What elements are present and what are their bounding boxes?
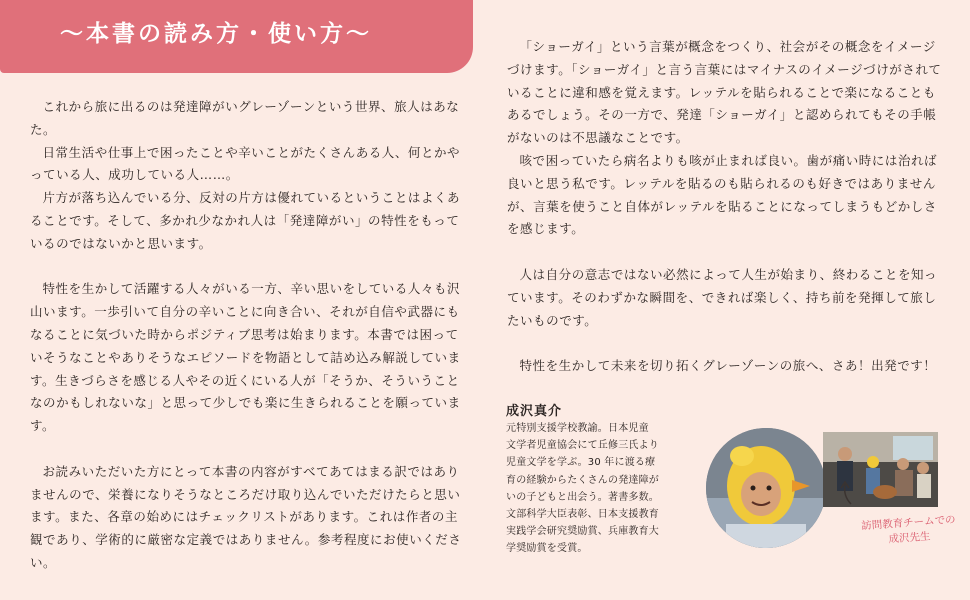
author-name: 成沢真介 <box>506 404 563 419</box>
paragraph: これから旅に出るのは発達障がいグレーゾーンという世界、旅人はあなた。 <box>30 99 460 137</box>
author-bio-line: 児童文学を学ぶ。30 年に渡る療 <box>506 457 656 469</box>
paragraph-gap <box>507 241 942 264</box>
author-bio-line: 実践学会研究奨励賞、兵庫教育大 <box>506 526 659 538</box>
photo-caption-line: 成沢先生 <box>888 530 931 546</box>
paragraph: 咳で困っていたら病名よりも咳が止まれば良い。歯が痛い時には治れば良いと思う私です。レッテルを貼るのも貼られるのも好きではありませんが、言葉を使うこと自体がレッテルを貼ることになってしまうもどかしさを感じます。 <box>507 152 938 237</box>
author-portrait-photo <box>706 428 826 548</box>
author-bio-line: いの子どもと出会う。著書多数。 <box>506 491 659 503</box>
photo-caption <box>843 512 970 551</box>
paragraph: 特性を生かして活躍する人々がいる一方、辛い思いをしている人々も沢山います。一歩引いて自分の辛いことに向き合い、それが自信や武器にもなることに気づいた時からポジティブ思考は始まります。本書では困っていそうなことやありそうなエピソードを物語として詰め込み解説しています。生きづらさを感じる人やその近くにいる人が「そうか、そういうことなのかもしれないな」と思って少しでも楽に生きられることを願っています。 <box>30 281 461 434</box>
right-text-column <box>507 36 942 378</box>
author-bio-line: 文部科学大臣表彰、日本支援教育 <box>506 509 659 521</box>
author-bio-line: 元特別支援学校教諭。日本児童 <box>506 423 649 434</box>
author-bio <box>506 420 691 558</box>
paragraph-gap <box>507 332 942 355</box>
paragraph: 「ショーガイ」という言葉が概念をつくり、社会がその概念をイメージづけます。「ショーガイ」と言う言葉にはマイナスのイメージづけがされていることに違和感を覚えます。レッテルを貼られることで楽になることもあるでしょう。その一方で、発達「ショーガイ」と認められてもその手帳がないのは不思議なことです。 <box>507 39 942 146</box>
author-bio-line: 育の経験からたくさんの発達障が <box>506 474 659 486</box>
paragraph-gap <box>30 438 470 461</box>
portrait-illustration <box>706 428 826 548</box>
paragraph-gap <box>30 256 470 279</box>
arrow-icon <box>835 480 857 506</box>
paragraph: 片方が落ち込んでいる分、反対の片方は優れているということはよくあることです。そして、多かれ少なかれ人は「発達障がい」の特性をもっているのではないかと思います。 <box>30 190 461 251</box>
page-title: 〜本書の読み方・使い方〜 <box>60 21 372 47</box>
paragraph: 人は自分の意志ではない必然によって人生が始まり、終わることを知っています。そのわずかな瞬間を、できれば楽しく、持ち前を発揮して旅したいものです。 <box>507 266 938 328</box>
header-banner <box>0 0 473 73</box>
author-bio-line: 文学者児童協会にて丘修三氏より <box>506 440 659 452</box>
author-bio-line: 学奨励賞を受賞。 <box>506 543 588 555</box>
paragraph: 特性を生かして未来を切り拓くグレーゾーンの旅へ、さあ！出発です！ <box>519 358 937 374</box>
left-text-column <box>30 96 470 575</box>
paragraph: 日常生活や仕事上で困ったことや辛いことがたくさんある人、何とかやっている人、成功している人……。 <box>30 144 461 183</box>
photo-caption-line: 訪問教育チームでの <box>860 513 956 533</box>
paragraph: お読みいただいた方にとって本書の内容がすべてあてはまる訳ではありませんので、栄養になりそうなところだけ取り込んでいただけたらと思います。また、各章の始めにはチェックリストがあります。これは作者の主観であり、学術的に厳密な定義ではありません。参考程度にお使いください。 <box>30 463 462 570</box>
